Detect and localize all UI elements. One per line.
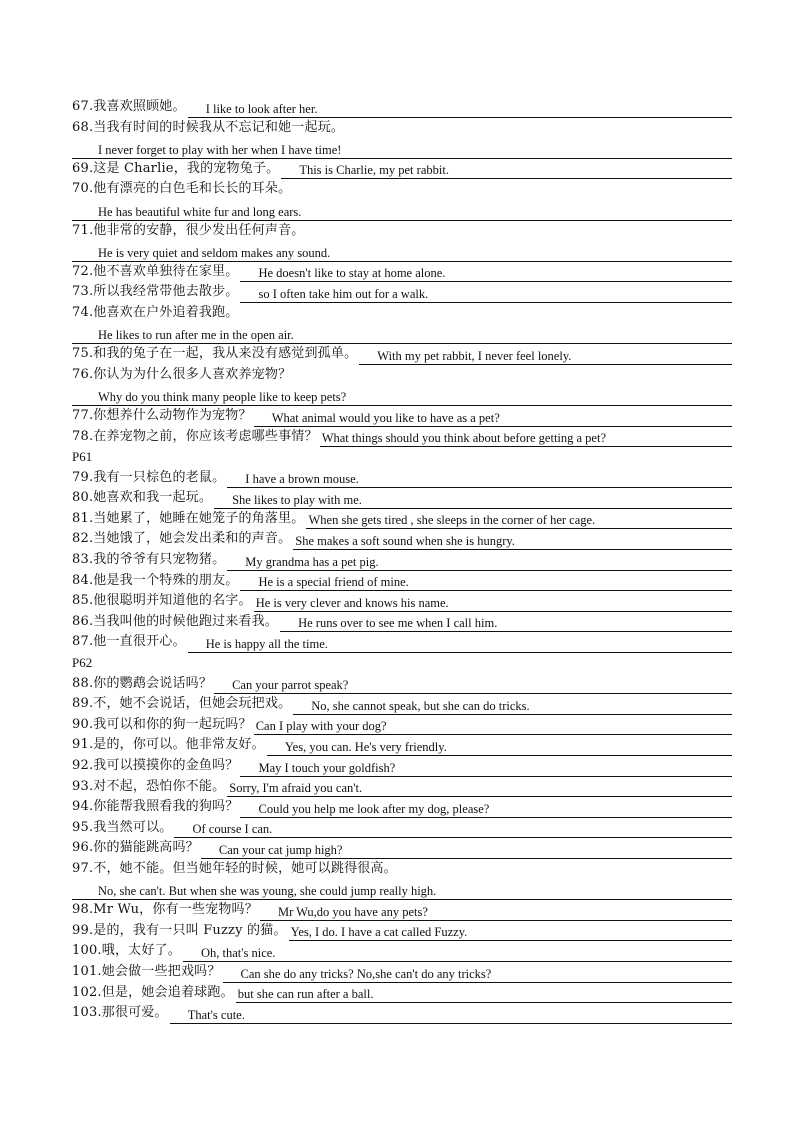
answer-line: No, she can't. But when she was young, she could jump really high. — [72, 884, 732, 900]
sentence-item — [72, 941, 732, 962]
chinese-prompt: 85.他很聪明并知道他的名字。 — [72, 593, 252, 609]
sentence-item — [72, 777, 732, 798]
answer-line: Can she do any tricks? No,she can't do any tricks? — [223, 967, 732, 983]
sentence-item — [72, 838, 732, 859]
sentence-item — [72, 262, 732, 283]
sentence-item — [72, 900, 732, 921]
answer-line: He is very quiet and seldom makes any sound. — [72, 246, 732, 262]
chinese-prompt: 72.他不喜欢单独待在家里。 — [72, 263, 239, 279]
answer-row — [72, 385, 732, 406]
section-label: P61 — [72, 449, 93, 465]
answer-line: Can your cat jump high? — [201, 843, 732, 859]
answer-line: but she can run after a ball. — [236, 987, 732, 1003]
chinese-prompt: 93.对不起，恐怕你不能。 — [72, 778, 226, 794]
chinese-prompt: 101.她会做一些把戏吗？ — [72, 963, 221, 979]
sentence-item — [72, 571, 732, 592]
sentence-item — [72, 1003, 732, 1024]
sentence-item — [72, 344, 732, 365]
sentence-item — [72, 468, 732, 489]
chinese-prompt: 80.她喜欢和我一起玩。 — [72, 490, 213, 506]
sentence-item — [72, 303, 732, 324]
chinese-prompt: 97.不，她不能。但当她年轻的时候，她可以跳得很高。 — [72, 860, 397, 876]
chinese-prompt: 74.他喜欢在户外追着我跑。 — [72, 304, 239, 320]
answer-line: She makes a soft sound when she is hungry. — [293, 534, 732, 550]
answer-row — [72, 880, 732, 901]
answer-line: She likes to play with me. — [214, 493, 732, 509]
chinese-prompt: 91.是的，你可以。他非常友好。 — [72, 737, 265, 753]
chinese-prompt: 89.不，她不会说话，但她会玩把戏。 — [72, 696, 292, 712]
sentence-item — [72, 694, 732, 715]
sentence-item — [72, 550, 732, 571]
answer-line: He is happy all the time. — [188, 637, 732, 653]
section-label: P62 — [72, 655, 93, 671]
answer-line: Oh, that's nice. — [183, 946, 732, 962]
chinese-prompt: 69.这是 Charlie，我的宠物兔子。 — [72, 160, 280, 176]
sentence-item — [72, 983, 732, 1004]
answer-line: Can I play with your dog? — [254, 719, 732, 735]
answer-line: He is very clever and knows his name. — [254, 596, 732, 612]
chinese-prompt: 88.你的鹦鹉会说话吗？ — [72, 675, 213, 691]
sentence-item — [72, 612, 732, 633]
answer-line: Of course I can. — [174, 822, 732, 838]
chinese-prompt: 68.当我有时间的时候我从不忘记和她一起玩。 — [72, 119, 345, 135]
answer-line: Mr Wu,do you have any pets? — [260, 905, 732, 921]
answer-line: Yes, I do. I have a cat called Fuzzy. — [289, 925, 732, 941]
answer-line: He likes to run after me in the open air. — [72, 328, 732, 344]
answer-line: Yes, you can. He's very friendly. — [267, 740, 732, 756]
chinese-prompt: 92.我可以摸摸你的金鱼吗？ — [72, 758, 239, 773]
sentence-item — [72, 715, 732, 736]
chinese-prompt: 87.他一直很开心。 — [72, 634, 186, 650]
sentence-item — [72, 921, 732, 942]
chinese-prompt: 71.他非常的安静，很少发出任何声音。 — [72, 222, 305, 238]
chinese-prompt: 79.我有一只棕色的老鼠。 — [72, 469, 226, 485]
chinese-prompt: 94.你能帮我照看我的狗吗？ — [72, 799, 239, 815]
sentence-item — [72, 221, 732, 242]
sentence-item — [72, 591, 732, 612]
sentence-item — [72, 179, 732, 200]
sentence-item — [72, 962, 732, 983]
chinese-prompt: 99.是的，我有一只叫 Fuzzy 的猫。 — [72, 922, 287, 938]
answer-row — [72, 200, 732, 221]
chinese-prompt: 81.当她累了，她睡在她笼子的角落里。 — [72, 510, 305, 526]
sentence-item — [72, 427, 732, 448]
answer-row — [72, 241, 732, 262]
answer-line: I like to look after her. — [188, 102, 732, 118]
chinese-prompt: 75.和我的兔子在一起，我从来没有感觉到孤单。 — [72, 346, 358, 362]
sentence-item — [72, 118, 732, 139]
answer-line: He is a special friend of mine. — [240, 575, 732, 591]
chinese-prompt: 98.Mr Wu，你有一些宠物吗？ — [72, 902, 258, 918]
sentence-item — [72, 756, 732, 777]
answer-line: Sorry, I'm afraid you can't. — [227, 781, 732, 797]
answer-line: so I often take him out for a walk. — [240, 287, 732, 303]
chinese-prompt: 90.我可以和你的狗一起玩吗？ — [72, 716, 252, 732]
sentence-item — [72, 159, 732, 180]
worksheet — [72, 97, 732, 1024]
chinese-prompt: 67.我喜欢照顾她。 — [72, 99, 186, 114]
sentence-item — [72, 406, 732, 427]
chinese-prompt: 70.他有漂亮的白色毛和长长的耳朵。 — [72, 181, 292, 197]
chinese-prompt: 96.你的猫能跳高吗？ — [72, 840, 199, 856]
chinese-prompt: 86.当我叫他的时候他跑过来看我。 — [72, 613, 279, 629]
chinese-prompt: 82.当她饿了，她会发出柔和的声音。 — [72, 531, 292, 547]
answer-row — [72, 324, 732, 345]
chinese-prompt: 100.哦，太好了。 — [72, 943, 181, 959]
answer-line: He has beautiful white fur and long ears. — [72, 205, 732, 221]
answer-line: I never forget to play with her when I have time! — [72, 143, 732, 159]
answer-row — [72, 138, 732, 159]
answer-line: I have a brown mouse. — [227, 472, 732, 488]
answer-line: This is Charlie, my pet rabbit. — [281, 163, 732, 179]
answer-line: With my pet rabbit, I never feel lonely. — [359, 349, 732, 365]
answer-line: He runs over to see me when I call him. — [280, 616, 732, 632]
answer-line: He doesn't like to stay at home alone. — [240, 266, 732, 282]
chinese-prompt: 73.所以我经常带他去散步。 — [72, 284, 239, 300]
answer-line: When she gets tired , she sleeps in the corner of her cage. — [306, 513, 732, 529]
chinese-prompt: 76.你认为为什么很多人喜欢养宠物？ — [72, 366, 292, 382]
answer-line: Why do you think many people like to keep pets? — [72, 390, 732, 406]
answer-line: No, she cannot speak, but she can do tricks. — [293, 699, 732, 715]
sentence-item — [72, 282, 732, 303]
sentence-item — [72, 797, 732, 818]
chinese-prompt: 95.我当然可以。 — [72, 819, 173, 835]
sentence-item — [72, 509, 732, 530]
chinese-prompt: 103.那很可爱。 — [72, 1005, 168, 1021]
answer-line: My grandma has a pet pig. — [227, 555, 732, 571]
sentence-item — [72, 674, 732, 695]
sentence-item — [72, 632, 732, 653]
sentence-item — [72, 735, 732, 756]
sentence-item — [72, 365, 732, 386]
answer-line: Can your parrot speak? — [214, 678, 732, 694]
sentence-item — [72, 529, 732, 550]
chinese-prompt: 78.在养宠物之前，你应该考虑哪些事情？ — [72, 428, 318, 444]
sentence-item — [72, 97, 732, 118]
chinese-prompt: 77.你想养什么动物作为宠物？ — [72, 407, 252, 423]
sentence-item — [72, 818, 732, 839]
chinese-prompt: 84.他是我一个特殊的朋友。 — [72, 572, 239, 588]
sentence-item — [72, 488, 732, 509]
answer-line: That's cute. — [170, 1008, 732, 1024]
answer-line: May I touch your goldfish? — [240, 761, 732, 777]
answer-line: What things should you think about before getting a pet? — [320, 431, 732, 447]
answer-line: What animal would you like to have as a pet? — [254, 411, 732, 427]
sentence-item — [72, 859, 732, 880]
chinese-prompt: 102.但是，她会追着球跑。 — [72, 984, 234, 1000]
answer-line: Could you help me look after my dog, please? — [240, 802, 732, 818]
chinese-prompt: 83.我的爷爷有只宠物猪。 — [72, 552, 226, 568]
